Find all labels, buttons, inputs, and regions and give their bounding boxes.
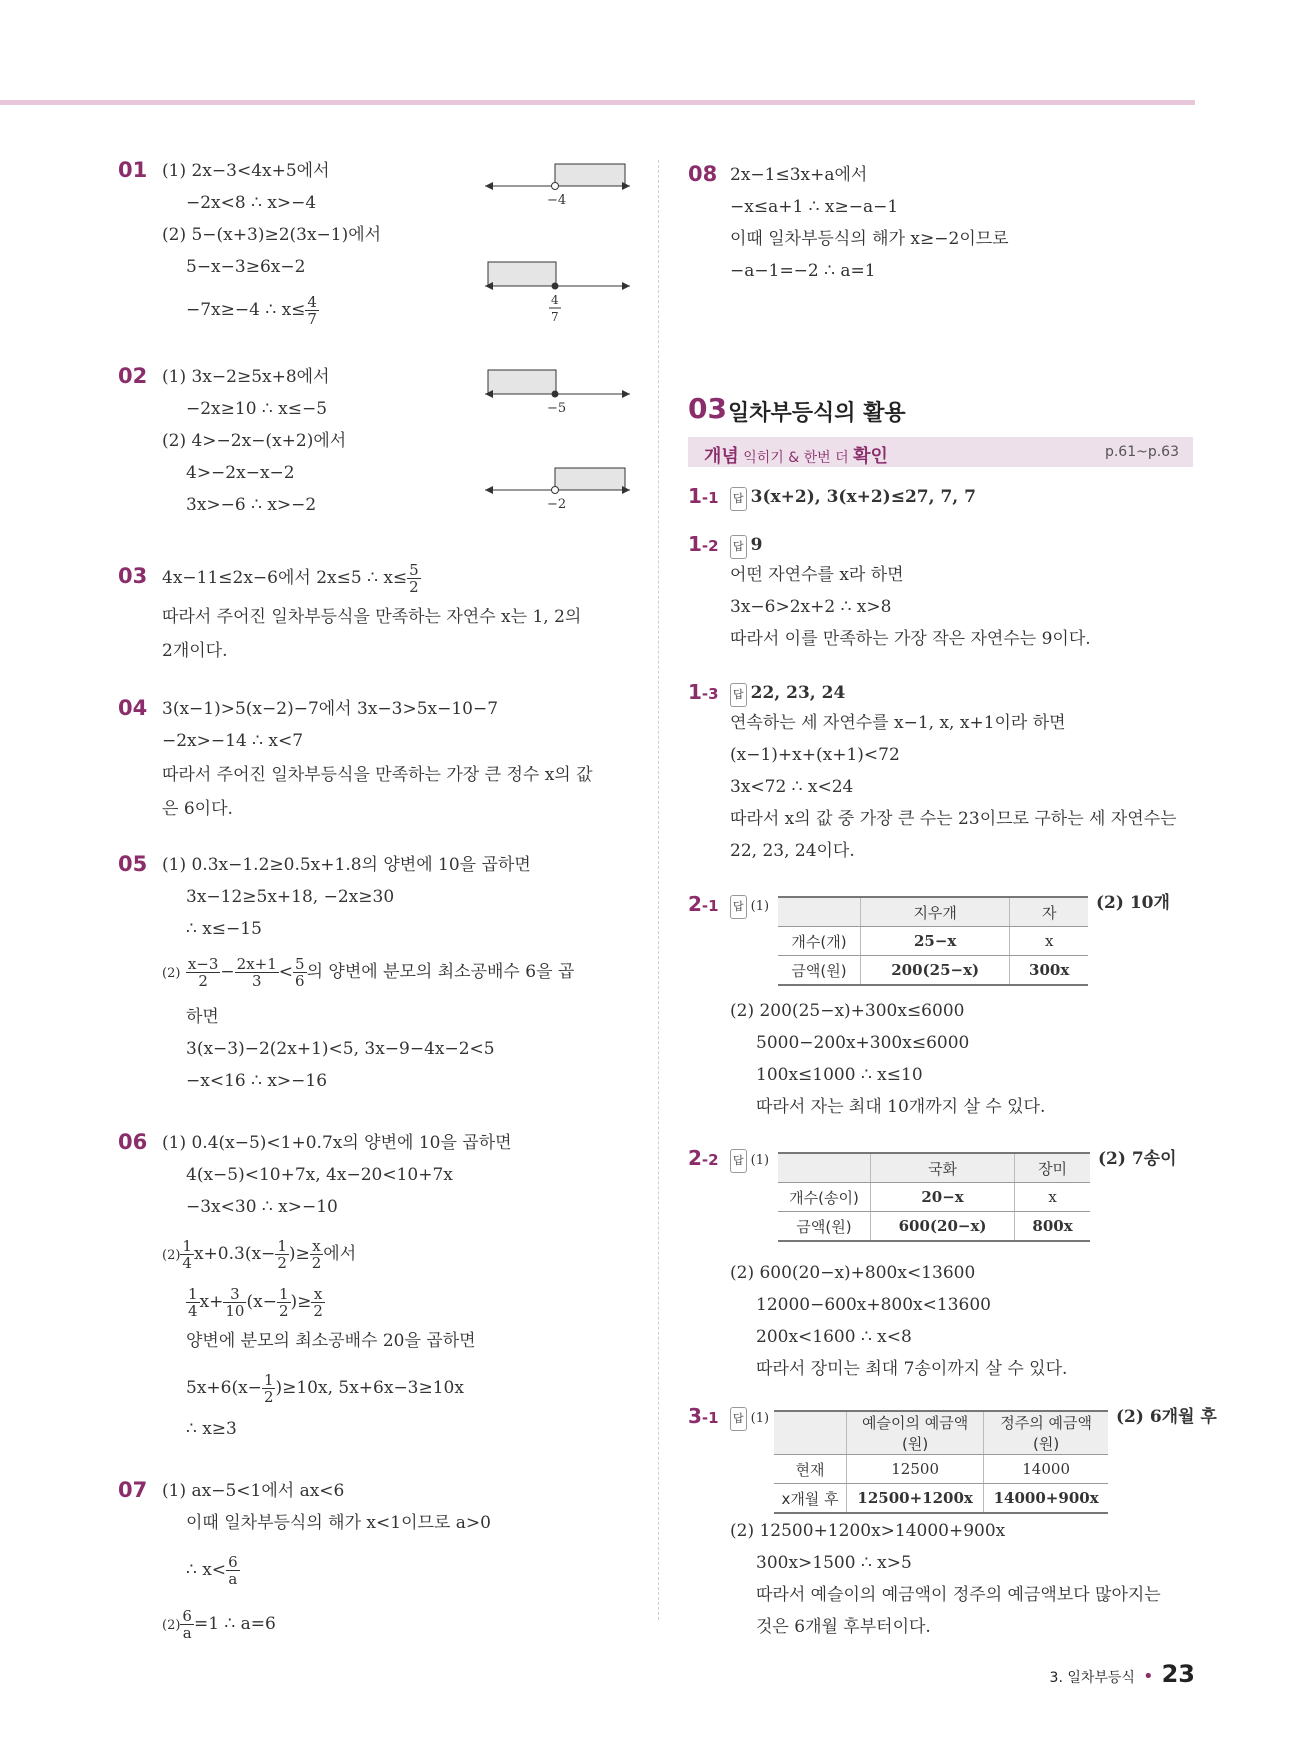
answer-label: 답 (1)	[730, 1406, 769, 1431]
problem-number: 1-1	[688, 484, 719, 508]
number-line	[485, 462, 630, 512]
page-range: p.61~p.63	[1104, 444, 1179, 460]
number-line	[485, 158, 630, 208]
text-line: ∴ x≤−15	[186, 919, 262, 939]
problem-number: 06	[118, 1130, 148, 1154]
text-line: 양변에 분모의 최소공배수 20을 곱하면	[186, 1331, 476, 1351]
text-line: (1) 3x−2≥5x+8에서	[162, 367, 330, 387]
text-line: (1) 0.4(x−5)<1+0.7x의 양변에 10을 곱하면	[162, 1133, 512, 1153]
number-line	[485, 258, 630, 330]
column-divider	[658, 160, 659, 1620]
text-line: −7x≥−4 ∴ x≤ $\frac{4}{7}$	[186, 293, 317, 328]
table-cell: 12500+1200x	[847, 1484, 984, 1514]
answer-line: 답 3(x+2), 3(x+2)≤27, 7, 7	[730, 486, 976, 511]
tick-label: 7	[551, 310, 559, 324]
text-line: 4>−2x−x−2	[186, 463, 295, 483]
text-line: 따라서 장미는 최대 7송이까지 살 수 있다.	[756, 1359, 1068, 1379]
answer-label: 답 (1)	[730, 894, 769, 919]
section-title: 일차부등식의 활용	[728, 401, 906, 426]
text-line: (2) 4>−2x−(x+2)에서	[162, 431, 347, 451]
text-line: ∴ x< $\frac{6}{a}$	[186, 1553, 238, 1588]
table-cell: x	[1015, 1183, 1090, 1212]
text-line: 2개이다.	[162, 641, 228, 661]
problem-number: 1-3	[688, 680, 719, 704]
text-line: (2) 5−(x+3)≥2(3x−1)에서	[162, 225, 382, 245]
problem-number: 2-2	[688, 1146, 719, 1170]
text-line: 3(x−1)>5(x−2)−7에서 3x−3>5x−10−7	[162, 699, 499, 719]
tick-label: −2	[547, 497, 567, 512]
text-line: 200x<1600 ∴ x<8	[756, 1327, 912, 1347]
text-line: 5x+6(x− $\frac{1}{2}$ )≥10x, 5x+6x−3≥10x	[186, 1371, 464, 1406]
table-cell: 800x	[1015, 1212, 1090, 1242]
text-line: −2x≥10 ∴ x≤−5	[186, 399, 328, 419]
tick-label: 4	[551, 293, 559, 307]
table-cell: 개수(개)	[778, 927, 861, 956]
text-line: (1) ax−5<1에서 ax<6	[162, 1481, 345, 1501]
table-cell	[774, 1411, 847, 1455]
text-line: −2x>−14 ∴ x<7	[162, 731, 304, 751]
answer-line: 답 22, 23, 24	[730, 682, 845, 707]
text-line: 하면	[186, 1007, 219, 1027]
table-cell: 14000+900x	[984, 1484, 1108, 1514]
table-cell: 300x	[1010, 956, 1088, 986]
text-line: (1) 2x−3<4x+5에서	[162, 161, 330, 181]
answer-table	[778, 896, 1088, 986]
answer-table	[778, 1152, 1090, 1242]
text-line: (2) 200(25−x)+300x≤6000	[730, 1001, 965, 1021]
text-line: −3x<30 ∴ x>−10	[186, 1197, 338, 1217]
text-line: 어떤 자연수를 x라 하면	[730, 565, 904, 585]
number-line	[485, 366, 630, 416]
text-line: 4x−11≤2x−6에서 2x≤5 ∴ x≤ $\frac{5}{2}$	[162, 561, 419, 596]
problem-number: 05	[118, 852, 148, 876]
tick-label: −5	[547, 401, 567, 416]
answer-label: 답 (1)	[730, 1148, 769, 1173]
text-line: 300x>1500 ∴ x>5	[756, 1553, 912, 1573]
table-cell: 금액(원)	[778, 956, 861, 986]
table-cell: 200(25−x)	[861, 956, 1010, 986]
table-cell: 지우개	[861, 897, 1010, 927]
text-line: (2) $\frac{6}{a}$ =1 ∴ a=6	[162, 1607, 276, 1642]
table-cell: 자	[1010, 897, 1088, 927]
text-line: 따라서 주어진 일차부등식을 만족하는 자연수 x는 1, 2의	[162, 607, 582, 627]
answer-line: (2) 7송이	[1098, 1149, 1177, 1169]
text-line: −x<16 ∴ x>−16	[186, 1071, 328, 1091]
problem-number: 3-1	[688, 1404, 719, 1428]
problem-number: 1-2	[688, 532, 719, 556]
table-cell: 장미	[1015, 1153, 1090, 1183]
text-line: 3x>−6 ∴ x>−2	[186, 495, 317, 515]
table-cell: 정주의 예금액(원)	[984, 1411, 1108, 1455]
text-line: (x−1)+x+(x+1)<72	[730, 745, 900, 765]
table-cell: 20−x	[871, 1183, 1015, 1212]
table-cell: x개월 후	[774, 1484, 847, 1514]
table-cell: x	[1010, 927, 1088, 956]
problem-number: 04	[118, 696, 148, 720]
answer-table	[774, 1410, 1108, 1514]
section-bar-label: 개념 익히기 & 한번 더 확인	[704, 446, 888, 467]
problem-number: 2-1	[688, 892, 719, 916]
table-cell: 25−x	[861, 927, 1010, 956]
table-cell: 금액(원)	[778, 1212, 871, 1242]
table-cell	[778, 897, 861, 927]
text-line: 3x<72 ∴ x<24	[730, 777, 854, 797]
text-line: 것은 6개월 후부터이다.	[756, 1617, 931, 1637]
text-line: 4(x−5)<10+7x, 4x−20<10+7x	[186, 1165, 453, 1185]
answer-line: (2) 10개	[1096, 893, 1170, 913]
bullet-icon: •	[1142, 1666, 1154, 1687]
table-cell: 예슬이의 예금액(원)	[847, 1411, 984, 1455]
text-line: 3x−6>2x+2 ∴ x>8	[730, 597, 892, 617]
problem-number: 03	[118, 564, 148, 588]
text-line: 12000−600x+800x<13600	[756, 1295, 991, 1315]
text-line: (2) $\frac{1}{4}$ x+0.3(x− $\frac{1}{2}$ )≥ $\frac{x}{2}$ 에서	[162, 1237, 357, 1272]
text-line: 따라서 x의 값 중 가장 큰 수는 23이므로 구하는 세 자연수는	[730, 809, 1177, 829]
text-line: (2) 600(20−x)+800x<13600	[730, 1263, 976, 1283]
text-line: −a−1=−2 ∴ a=1	[730, 261, 876, 281]
text-line: 3(x−3)−2(2x+1)<5, 3x−9−4x−2<5	[186, 1039, 495, 1059]
text-line: 은 6이다.	[162, 799, 233, 819]
text-line: 5−x−3≥6x−2	[186, 257, 306, 277]
page-footer	[1050, 1660, 1195, 1688]
text-line: 5000−200x+300x≤6000	[756, 1033, 970, 1053]
text-line: 22, 23, 24이다.	[730, 841, 855, 861]
table-cell: 개수(송이)	[778, 1183, 871, 1212]
text-line: (2) 12500+1200x>14000+900x	[730, 1521, 1006, 1541]
answer-line: (2) 6개월 후	[1116, 1407, 1217, 1427]
text-line: −x≤a+1 ∴ x≥−a−1	[730, 197, 899, 217]
text-line: (1) 0.3x−1.2≥0.5x+1.8의 양변에 10을 곱하면	[162, 855, 531, 875]
text-line: 이때 일차부등식의 해가 x<1이므로 a>0	[186, 1513, 491, 1533]
top-decoration-bar	[0, 100, 1195, 105]
text-line: 따라서 자는 최대 10개까지 살 수 있다.	[756, 1097, 1046, 1117]
table-cell: 국화	[871, 1153, 1015, 1183]
chapter-label: 3. 일차부등식	[1049, 1670, 1135, 1686]
problem-number: 02	[118, 364, 148, 388]
section-number: 03	[688, 392, 727, 425]
page-number: 23	[1161, 1660, 1195, 1688]
text-line: 따라서 예슬이의 예금액이 정주의 예금액보다 많아지는	[756, 1585, 1161, 1605]
text-line: $\frac{1}{4}$ x+ $\frac{3}{10}$ (x− $\frac{1}{2}$ )≥ $\frac{x}{2}$	[188, 1285, 323, 1320]
table-cell: 600(20−x)	[871, 1212, 1015, 1242]
problem-number: 07	[118, 1478, 148, 1502]
text-line: 따라서 주어진 일차부등식을 만족하는 가장 큰 정수 x의 값	[162, 765, 593, 785]
tick-label: −4	[547, 193, 567, 208]
problem-number: 08	[688, 162, 718, 186]
text-line: ∴ x≥3	[186, 1419, 237, 1439]
table-cell: 현재	[774, 1455, 847, 1484]
text-line: 연속하는 세 자연수를 x−1, x, x+1이라 하면	[730, 713, 1066, 733]
text-line: 2x−1≤3x+a에서	[730, 165, 868, 185]
text-line: 따라서 이를 만족하는 가장 작은 자연수는 9이다.	[730, 629, 1091, 649]
table-cell	[778, 1153, 871, 1183]
text-line: 이때 일차부등식의 해가 x≥−2이므로	[730, 229, 1009, 249]
text-line: 100x≤1000 ∴ x≤10	[756, 1065, 923, 1085]
problem-number: 01	[118, 158, 148, 182]
text-line: 3x−12≥5x+18, −2x≥30	[186, 887, 395, 907]
text-line: −2x<8 ∴ x>−4	[186, 193, 317, 213]
answer-line: 답 9	[730, 534, 762, 559]
table-cell: 14000	[984, 1455, 1108, 1484]
table-cell: 12500	[847, 1455, 984, 1484]
text-line: (2) $\frac{x-3}{2}$ − $\frac{2x+1}{3}$ < $\frac{5}{6}$ 의 양변에 분모의 최소공배수 6을 곱	[162, 955, 575, 990]
